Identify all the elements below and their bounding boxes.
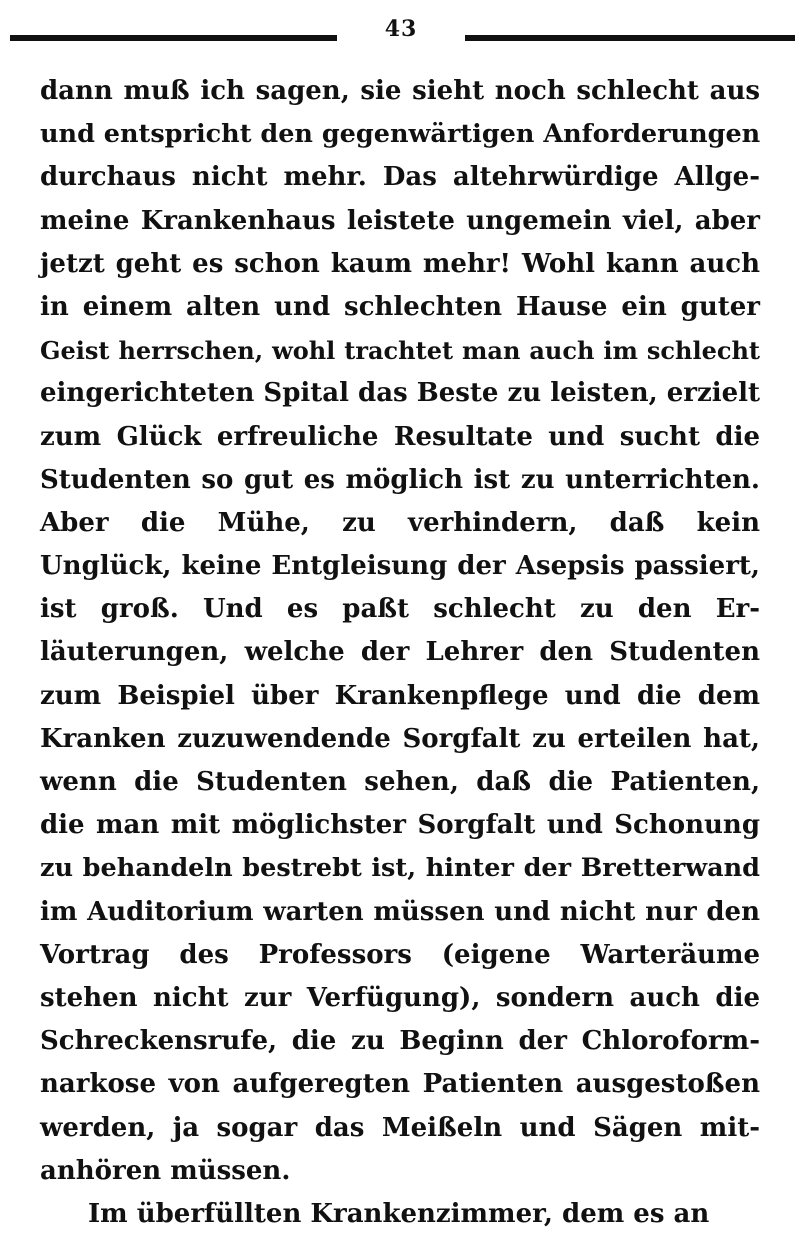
text-line: Unglück, keine Entgleisung der Asepsis passiert, (40, 551, 760, 582)
header-rule-right (465, 35, 795, 41)
text-line: Geist herrschen, wohl trachtet man auch im schlecht (40, 336, 760, 366)
text-line: dann muß ich sagen, sie sieht noch schlecht aus (40, 76, 760, 106)
text-line: eingerichteten Spital das Beste zu leisten, erzielt (40, 378, 761, 409)
text-line: Vortrag des Professors (eigene Warteräume (40, 939, 760, 970)
text-line: narkose von aufgeregten Patienten ausgestoßen (40, 1069, 760, 1100)
header-rule-left (10, 35, 337, 41)
text-line: im Auditorium warten müssen und nicht nur den (40, 896, 760, 927)
text-line: Studenten so gut es möglich ist zu unterrichten. (40, 464, 760, 495)
text-line: Kranken zuzuwendende Sorgfalt zu erteilen hat, (40, 723, 760, 754)
text-line: läuterungen, welche der Lehrer den Studenten (40, 637, 760, 668)
text-line: wenn die Studenten sehen, daß die Patienten, (40, 767, 760, 797)
text-line: Aber die Mühe, zu verhindern, daß kein (40, 507, 760, 538)
page-header (0, 0, 801, 70)
text-line: ist groß. Und es paßt schlecht zu den Er- (40, 594, 760, 625)
page-number: 43 (384, 16, 418, 42)
text-line: meine Krankenhaus leistete ungemein viel, aber (40, 205, 760, 236)
text-line: stehen nicht zur Verfügung), sondern auch die (40, 982, 760, 1013)
text-line: die man mit möglichster Sorgfalt und Schonung (40, 810, 760, 841)
text-line: werden, ja sogar das Meißeln und Sägen mit- (40, 1112, 760, 1143)
text-line: Im überfüllten Krankenzimmer, dem es an (88, 1198, 710, 1229)
text-line: durchaus nicht mehr. Das altehrwürdige Allge- (40, 162, 760, 193)
text-line: jetzt geht es schon kaum mehr! Wohl kann auch (40, 248, 760, 279)
text-line: zu behandeln bestrebt ist, hinter der Bretterwand (40, 853, 760, 884)
text-line: zum Beispiel über Krankenpflege und die dem (40, 680, 760, 711)
text-line: anhören müssen. (40, 1155, 291, 1186)
text-line: zum Glück erfreuliche Resultate und sucht die (40, 421, 760, 452)
text-line: und entspricht den gegenwärtigen Anforderungen (40, 119, 761, 150)
body-text (40, 70, 760, 1236)
text-line: Schreckensrufe, die zu Beginn der Chloroform- (40, 1026, 760, 1057)
text-line: in einem alten und schlechten Hause ein guter (40, 291, 760, 322)
